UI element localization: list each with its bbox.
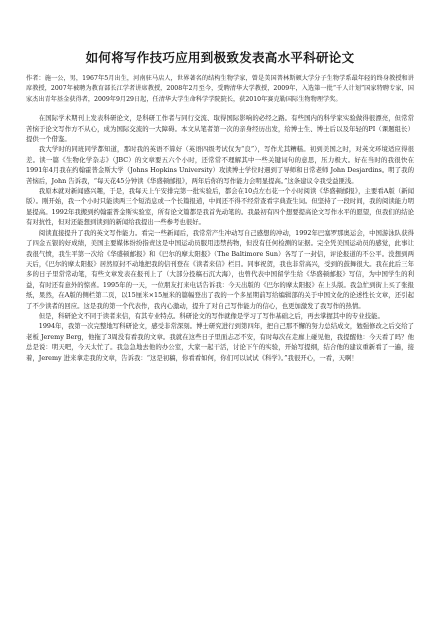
body-paragraph: 但是，科研论文不同于读者来信，有其专业特点。科研论文的写作就像是学习了写作基础之后，再去掌握其中的专业技能。 — [38, 311, 384, 320]
author-note: 作者：施一公，男，1967年5月出生，河南驻马店人，世界著名的结构生物学家，曾是美国普林斯顿大学分子生物学系最年轻的终身教授和讲席教授，2007年被聘为教育部长江学者讲席教授，2008年2月至今，受聘清华大学教授，2009年，入选第一批“千人计划”国家特聘专家，国家杰出青年基金获得者，2009年9月29日起，任清华大学生命科学学院院长，获2010年赛克勒国际生物物理学奖。 — [26, 75, 414, 103]
body-paragraph: 阅读直接提升了我的英文写作能力。看完一些新闻后，我常常产生冲动写自己感想的冲动，1992年巴塞罗那奥运会，中国游泳队获得了四金五银的好成绩，美国主要媒体纷纷指责这是中国运动员服用违禁药物，但没有任何检测的证据。完全凭美国运动员的感觉，此事让我很气愤，我生平第一次给《华盛顿邮报》和《巴尔的摩太阳报》（The Baltimore Sun）各写了一封信，评论报道的不公平。没想到两天后，《巴尔的摩太阳报》居然原封不动地把我的信刊登在《读者来信》栏目。同事祝贺，我也非常高兴，受到的鼓舞很大。我在此后三年多的日子里常常动笔，有些文章发表在报刊上了（大部分投稿石沉大海），也曾代表中国留学生给《华盛顿邮报》写信，为中国学生的利益，有时还有意外的惊喜。1995年的一天，一位朋友打来电话告诉我：今天出版的《巴尔的摩太阳报》在上头版。我急忙到街上买了张报纸，果然，在A版的侧栏第二页，以15厘米×15厘米的篇幅登出了我的一个多星期前写给编辑部的关于中国文化的论述性长文章，还引起了不少读者的回应。这是我的第一个代表作，我内心激动，提升了对自己写作能力的信心，也更加激发了我写作的热情。 — [26, 228, 414, 310]
body-paragraph: 我大学时的同班同学都知道，那时我的英语不算好（英语四级考试仅为“良”），写作尤其糟糕。初到美国之时，对英文环境适应得很差。读一篇《生物化学杂志》（JBC）的文章要五六个小时，还常常不理解其中一些关键词句的意思，压力极大。好在当时的我很快在1991年4月我在约翰霍普金斯大学（Johns Hopkins University）攻读博士学位时遇到了导师和日常老师 John Desjardins。明了我的苦恼后，John 告诉我，“每天花45分钟读《华盛顿邮报》，两年后你的写作能力会明显提高。”这条建议令我受益匪浅。 — [26, 145, 414, 185]
body-paragraph: 1994年，我第一次完整地写科研论文，感受非常深刻。博士研究进行到第四年，把自己那不懈的努力总结成文，勉强修改之后交给了老板 Jeremy Berg，他拖了3周没有看我的文章。我就在这些日子里面忐忑不安，有时每次在走廊上碰见他，我提醒他：今天看了吗？他总是说：明天吧，今天太忙了。我急急地去他的办公室，大家一起干活，讨论下午的实验，开始写提纲，结合他的建议重新看了一遍，接着，Jeremy 进来拿走我的文章，告诉我：“这是初稿，你看看如何，你们可以试试《科学》。”我很开心，一看，天啊！ — [26, 322, 414, 362]
body-paragraph: 我原本就对新闻感兴趣，于是，我每天上午安排完第一批实验后，都会在10点左右花一个小时阅读《华盛顿邮报》，主要看A版（新闻版）。刚开始，我一个小时只能读两三个短消息或一个长篇报道，中间还不得不经常查看字典查生词。但坚持了一段时间，我的阅读能力明显提高。1992年我搬到约翰霍普金斯实验室，所有论文篇都是我首先动笔的。我最初有四个想要提高论文写作水平的愿望，但我们的结论有对抗性，但对还能想到读到的新闻给我提出一些参考也很好。 — [26, 187, 414, 227]
document-title: 如何将写作技巧应用到极致发表高水平科研论文 — [85, 50, 355, 65]
body-paragraph: 在国际学术期刊上发表科研论文，是科研工作者与同行交流、取得国际影响的必经之路。有些国内的科学家实验做得很漂亮，但常常苦恼于论文写作方不从心，成为国际交流的一大障碍。本文从笔者第一次的亲身经历出发，给博士生、博士后以及年轻的PI（课题组长）提供一个借鉴。 — [26, 114, 414, 144]
